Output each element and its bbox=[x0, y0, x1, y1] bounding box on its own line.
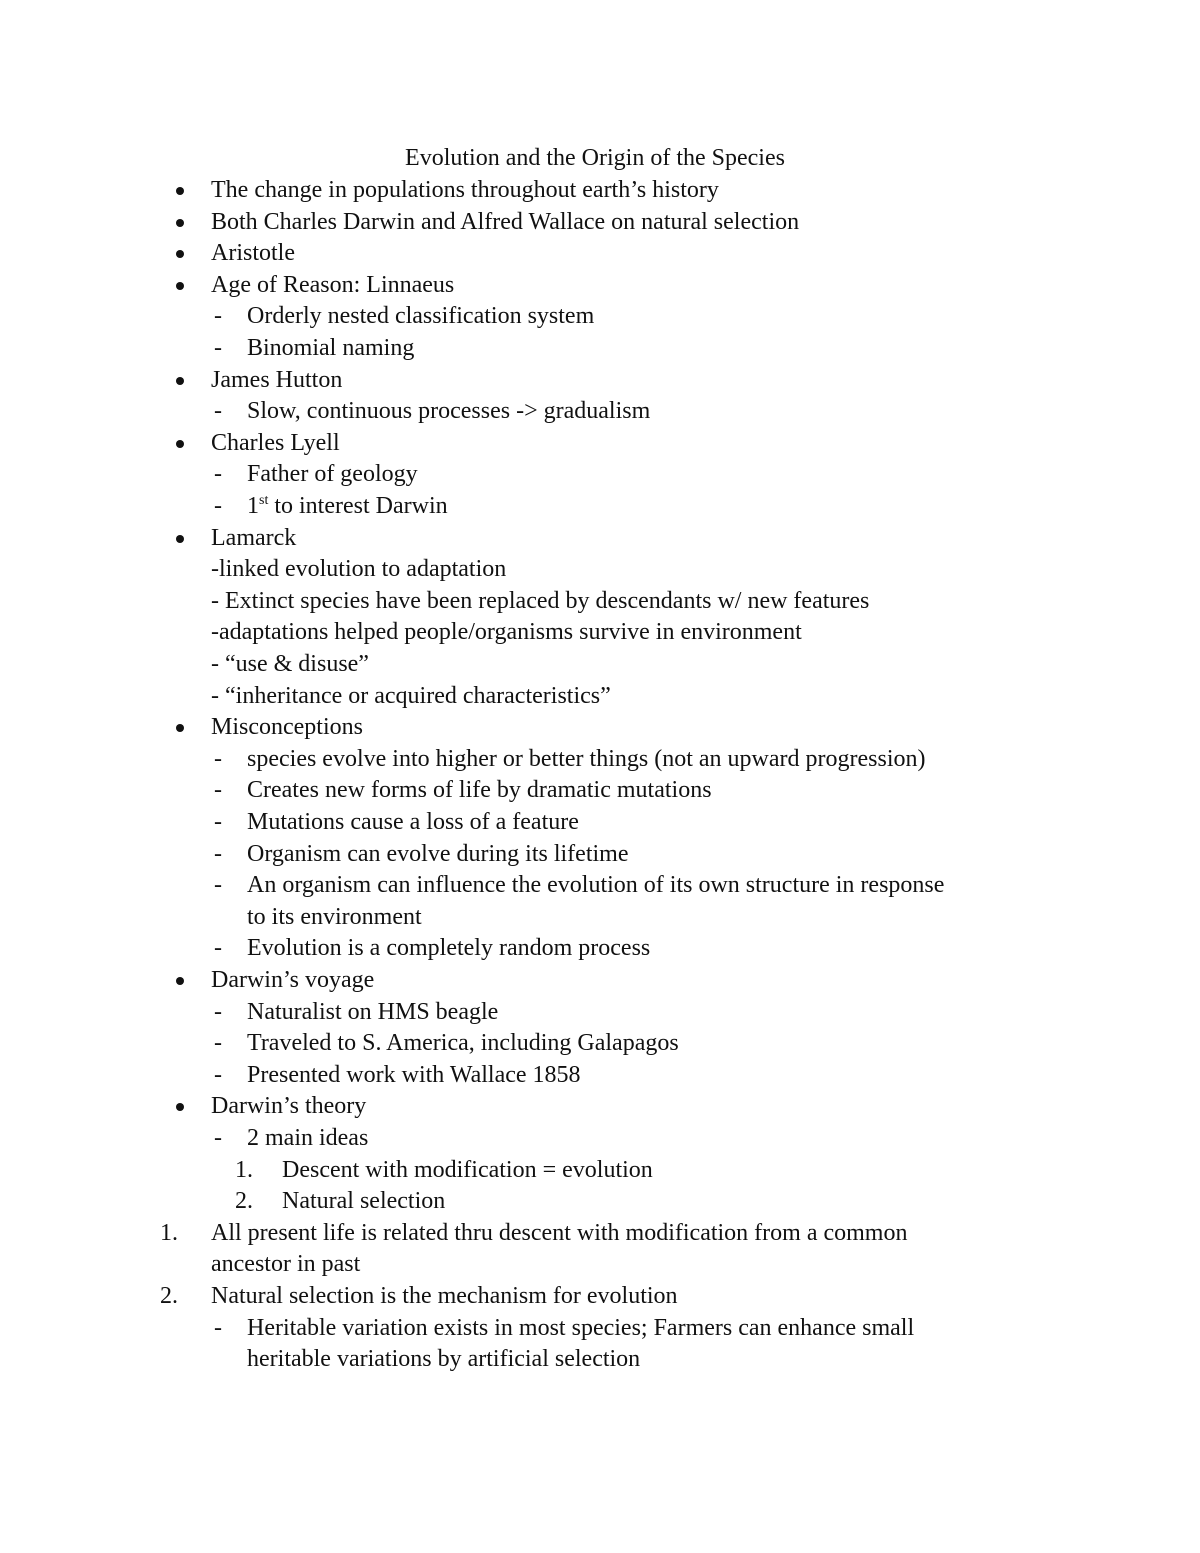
dash-marker: - bbox=[214, 1125, 222, 1151]
line-text: - “use & disuse” bbox=[211, 651, 369, 677]
outline-line bbox=[0, 1217, 1200, 1249]
line-text: James Hutton bbox=[211, 366, 343, 393]
line-text: Aristotle bbox=[211, 240, 295, 267]
outline-line bbox=[0, 237, 1200, 269]
line-text: 2 main ideas bbox=[247, 1125, 369, 1151]
dash-marker: - bbox=[214, 1030, 222, 1057]
line-text: Binomial naming bbox=[247, 335, 415, 361]
outline-line bbox=[0, 901, 1200, 933]
outline-line bbox=[0, 869, 1200, 901]
outline-line bbox=[0, 1059, 1200, 1091]
line-text: Charles Lyell bbox=[211, 429, 340, 456]
dash-marker: - bbox=[214, 335, 222, 361]
dash-marker: - bbox=[214, 777, 222, 804]
outline-line bbox=[0, 585, 1200, 617]
number-marker: 1. bbox=[160, 1219, 178, 1246]
outline-line bbox=[0, 206, 1200, 238]
line-text: Age of Reason: Linnaeus bbox=[211, 271, 455, 298]
outline-line bbox=[0, 932, 1200, 964]
bullet-icon bbox=[176, 535, 184, 543]
line-text: Orderly nested classification system bbox=[247, 303, 595, 330]
outline-line bbox=[0, 838, 1200, 870]
bullet-icon bbox=[176, 377, 184, 385]
outline-line bbox=[0, 806, 1200, 838]
outline-line bbox=[0, 458, 1200, 490]
line-text: Father of geology bbox=[247, 461, 418, 488]
document-title: Evolution and the Origin of the Species bbox=[405, 145, 785, 171]
line-text: Slow, continuous processes -> gradualism bbox=[247, 398, 651, 425]
bullet-icon bbox=[176, 1103, 184, 1111]
dash-marker: - bbox=[214, 745, 222, 772]
ordinal-suffix: st bbox=[259, 493, 269, 508]
bullet-icon bbox=[176, 724, 184, 732]
dash-marker: - bbox=[214, 872, 222, 899]
line-text-rest: to interest Darwin bbox=[268, 493, 448, 519]
outline-line bbox=[0, 964, 1200, 996]
line-text: Both Charles Darwin and Alfred Wallace on natural selection bbox=[211, 208, 800, 235]
line-text: Darwin’s voyage bbox=[211, 967, 375, 993]
line-text: - “inheritance or acquired characteristics” bbox=[211, 682, 611, 709]
outline-line bbox=[0, 1122, 1200, 1154]
outline-line bbox=[0, 490, 1200, 522]
number-marker: 1. bbox=[235, 1156, 253, 1183]
line-text: Mutations cause a loss of a feature bbox=[247, 809, 579, 835]
dash-marker: - bbox=[214, 1314, 222, 1341]
outline-line bbox=[0, 1185, 1200, 1217]
line-text: Traveled to S. America, including Galapagos bbox=[247, 1030, 679, 1057]
line-text: Natural selection is the mechanism for evolution bbox=[211, 1283, 678, 1309]
line-text: Natural selection bbox=[282, 1188, 446, 1215]
outline-line bbox=[0, 1248, 1200, 1280]
outline-line bbox=[0, 522, 1200, 554]
outline-line bbox=[0, 648, 1200, 680]
dash-marker: - bbox=[214, 461, 222, 488]
outline-line bbox=[0, 1343, 1200, 1375]
line-text: -adaptations helped people/organisms survive in environment bbox=[211, 619, 802, 646]
dash-marker: - bbox=[214, 935, 222, 962]
dash-marker: - bbox=[214, 809, 222, 835]
line-text: ancestor in past bbox=[211, 1251, 361, 1278]
outline-line bbox=[0, 996, 1200, 1028]
outline-line bbox=[0, 395, 1200, 427]
outline-line bbox=[0, 332, 1200, 364]
line-text: Organism can evolve during its lifetime bbox=[247, 840, 629, 867]
ordinal-number: 1 bbox=[247, 493, 259, 519]
line-text: Heritable variation exists in most species; Farmers can enhance small bbox=[247, 1314, 915, 1341]
dash-marker: - bbox=[214, 398, 222, 425]
outline-line bbox=[0, 1280, 1200, 1312]
dash-marker: - bbox=[214, 303, 222, 330]
outline-line bbox=[0, 427, 1200, 459]
outline-line bbox=[0, 269, 1200, 301]
line-text: An organism can influence the evolution of its own structure in response bbox=[247, 872, 945, 899]
number-marker: 2. bbox=[235, 1188, 253, 1215]
bullet-icon bbox=[176, 250, 184, 258]
line-text: The change in populations throughout earth’s history bbox=[211, 177, 719, 203]
line-text: Lamarck bbox=[211, 524, 297, 551]
line-text: - Extinct species have been replaced by descendants w/ new features bbox=[211, 587, 870, 614]
line-text: heritable variations by artificial selection bbox=[247, 1346, 641, 1373]
dash-marker: - bbox=[214, 1061, 222, 1088]
outline-line bbox=[0, 616, 1200, 648]
outline-line bbox=[0, 553, 1200, 585]
outline-line bbox=[0, 711, 1200, 743]
outline-line bbox=[0, 774, 1200, 806]
line-text: Presented work with Wallace 1858 bbox=[247, 1061, 581, 1088]
line-text: Misconceptions bbox=[211, 714, 363, 741]
line-text: Evolution is a completely random process bbox=[247, 935, 651, 962]
outline-line bbox=[0, 300, 1200, 332]
line-text: All present life is related thru descent with modification from a common bbox=[211, 1219, 908, 1246]
dash-marker: - bbox=[214, 493, 222, 519]
bullet-icon bbox=[176, 219, 184, 227]
outline-line bbox=[0, 743, 1200, 775]
line-text: -linked evolution to adaptation bbox=[211, 556, 507, 583]
outline-line bbox=[0, 174, 1200, 206]
dash-marker: - bbox=[214, 840, 222, 867]
outline-line bbox=[0, 1154, 1200, 1186]
line-text: Descent with modification = evolution bbox=[282, 1156, 653, 1183]
bullet-icon bbox=[176, 977, 184, 985]
dash-marker: - bbox=[214, 998, 222, 1025]
line-text: to its environment bbox=[247, 903, 422, 930]
outline-line bbox=[0, 1312, 1200, 1344]
outline-line bbox=[0, 1027, 1200, 1059]
number-marker: 2. bbox=[160, 1283, 178, 1309]
outline-line bbox=[0, 1090, 1200, 1122]
line-text: species evolve into higher or better things (not an upward progression) bbox=[247, 745, 926, 772]
bullet-icon bbox=[176, 282, 184, 290]
line-text: Naturalist on HMS beagle bbox=[247, 998, 499, 1025]
outline-line bbox=[0, 364, 1200, 396]
line-text: Creates new forms of life by dramatic mutations bbox=[247, 777, 712, 804]
line-text bbox=[247, 490, 448, 522]
bullet-icon bbox=[176, 187, 184, 195]
outline-line bbox=[0, 680, 1200, 712]
line-text: Darwin’s theory bbox=[211, 1093, 367, 1120]
bullet-icon bbox=[176, 440, 184, 448]
